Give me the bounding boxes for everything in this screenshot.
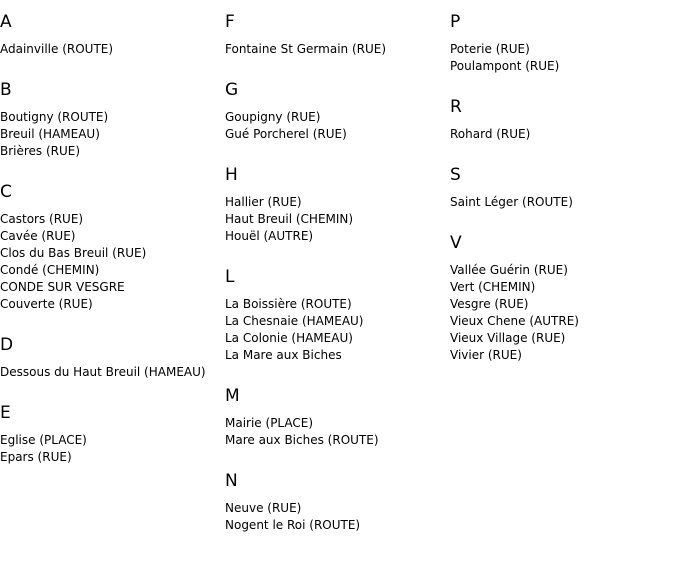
letter-group: [450, 0, 675, 85]
street-link[interactable]: Mare aux Biches (ROUTE): [225, 433, 379, 447]
letter-group: [225, 0, 450, 68]
letter-heading: C: [0, 182, 12, 202]
street-link[interactable]: Mairie (PLACE): [225, 416, 314, 430]
group-spacer: [225, 364, 450, 374]
group-spacer: [225, 143, 450, 153]
street-list: [0, 109, 225, 160]
letter-group: [225, 374, 450, 459]
street-list: [450, 194, 675, 211]
street-link[interactable]: Haut Breuil (CHEMIN): [225, 212, 354, 226]
street-link[interactable]: CONDE SUR VESGRE: [0, 280, 125, 294]
group-spacer: [0, 160, 225, 170]
street-link[interactable]: Poterie (RUE): [450, 42, 530, 56]
street-list: [225, 500, 450, 534]
letter-group: [0, 0, 225, 68]
letter-heading: A: [0, 12, 12, 32]
letter-heading: M: [225, 386, 240, 406]
group-spacer: [450, 75, 675, 85]
street-link[interactable]: Houël (AUTRE): [225, 229, 314, 243]
group-spacer: [225, 245, 450, 255]
letter-heading: B: [0, 80, 12, 100]
street-link[interactable]: Poulampont (RUE): [450, 59, 560, 73]
street-link[interactable]: Boutigny (ROUTE): [0, 110, 109, 124]
street-link[interactable]: Gué Porcherel (RUE): [225, 127, 347, 141]
street-index-column-3: [450, 0, 675, 374]
street-link[interactable]: La Chesnaie (HAMEAU): [225, 314, 364, 328]
street-index-column-2: [225, 0, 450, 544]
group-spacer: [225, 534, 450, 544]
street-link[interactable]: Fontaine St Germain (RUE): [225, 42, 387, 56]
letter-group: [225, 459, 450, 544]
group-spacer: [0, 466, 225, 476]
group-spacer: [450, 211, 675, 221]
group-spacer: [450, 364, 675, 374]
group-spacer: [0, 313, 225, 323]
letter-group: [0, 170, 225, 323]
street-link[interactable]: Goupigny (RUE): [225, 110, 321, 124]
street-link[interactable]: Hallier (RUE): [225, 195, 302, 209]
group-spacer: [0, 58, 225, 68]
street-link[interactable]: Vieux Village (RUE): [450, 331, 566, 345]
letter-heading: S: [450, 165, 461, 185]
street-link[interactable]: Dessous du Haut Breuil (HAMEAU): [0, 365, 206, 379]
street-link[interactable]: Rohard (RUE): [450, 127, 531, 141]
street-link[interactable]: Epars (RUE): [0, 450, 72, 464]
street-list: [0, 41, 225, 58]
group-spacer: [450, 143, 675, 153]
group-spacer: [0, 381, 225, 391]
street-link[interactable]: Vieux Chene (AUTRE): [450, 314, 579, 328]
letter-heading: V: [450, 233, 462, 253]
street-link[interactable]: Clos du Bas Breuil (RUE): [0, 246, 147, 260]
letter-heading: N: [225, 471, 238, 491]
letter-group: [450, 221, 675, 374]
letter-group: [225, 255, 450, 374]
letter-heading: D: [0, 335, 14, 355]
street-list: [0, 364, 225, 381]
street-list: [225, 296, 450, 364]
street-link[interactable]: Couverte (RUE): [0, 297, 93, 311]
street-list: [450, 126, 675, 143]
letter-heading: G: [225, 80, 239, 100]
street-link[interactable]: Saint Léger (ROUTE): [450, 195, 573, 209]
letter-group: [225, 68, 450, 153]
street-index-column-1: [0, 0, 225, 476]
street-list: [225, 415, 450, 449]
street-list: [450, 262, 675, 364]
letter-heading: R: [450, 97, 462, 117]
letter-group: [0, 323, 225, 391]
street-link[interactable]: Vallée Guérin (RUE): [450, 263, 568, 277]
letter-group: [225, 153, 450, 255]
letter-group: [450, 85, 675, 153]
street-link[interactable]: Brières (RUE): [0, 144, 81, 158]
street-link[interactable]: Vivier (RUE): [450, 348, 522, 362]
street-link[interactable]: Nogent le Roi (ROUTE): [225, 518, 361, 532]
letter-heading: L: [225, 267, 235, 287]
street-link[interactable]: Neuve (RUE): [225, 501, 302, 515]
street-list: [0, 211, 225, 313]
letter-heading: H: [225, 165, 238, 185]
street-link[interactable]: Eglise (PLACE): [0, 433, 87, 447]
group-spacer: [225, 449, 450, 459]
group-spacer: [225, 58, 450, 68]
street-list: [225, 194, 450, 245]
letter-group: [0, 391, 225, 476]
street-link[interactable]: Vesgre (RUE): [450, 297, 529, 311]
street-list: [225, 109, 450, 143]
street-link[interactable]: Vert (CHEMIN): [450, 280, 536, 294]
letter-heading: E: [0, 403, 11, 423]
street-link[interactable]: Cavée (RUE): [0, 229, 76, 243]
letter-heading: F: [225, 12, 235, 32]
street-link[interactable]: Condé (CHEMIN): [0, 263, 100, 277]
street-link[interactable]: Castors (RUE): [0, 212, 84, 226]
street-link[interactable]: La Boissière (ROUTE): [225, 297, 352, 311]
street-link[interactable]: Adainville (ROUTE): [0, 42, 114, 56]
letter-group: [0, 68, 225, 170]
street-link[interactable]: La Colonie (HAMEAU): [225, 331, 353, 345]
street-link[interactable]: La Mare aux Biches: [225, 348, 342, 362]
street-link[interactable]: Breuil (HAMEAU): [0, 127, 100, 141]
street-list: [225, 41, 450, 58]
street-list: [450, 41, 675, 75]
street-list: [0, 432, 225, 466]
letter-group: [450, 153, 675, 221]
letter-heading: P: [450, 12, 461, 32]
